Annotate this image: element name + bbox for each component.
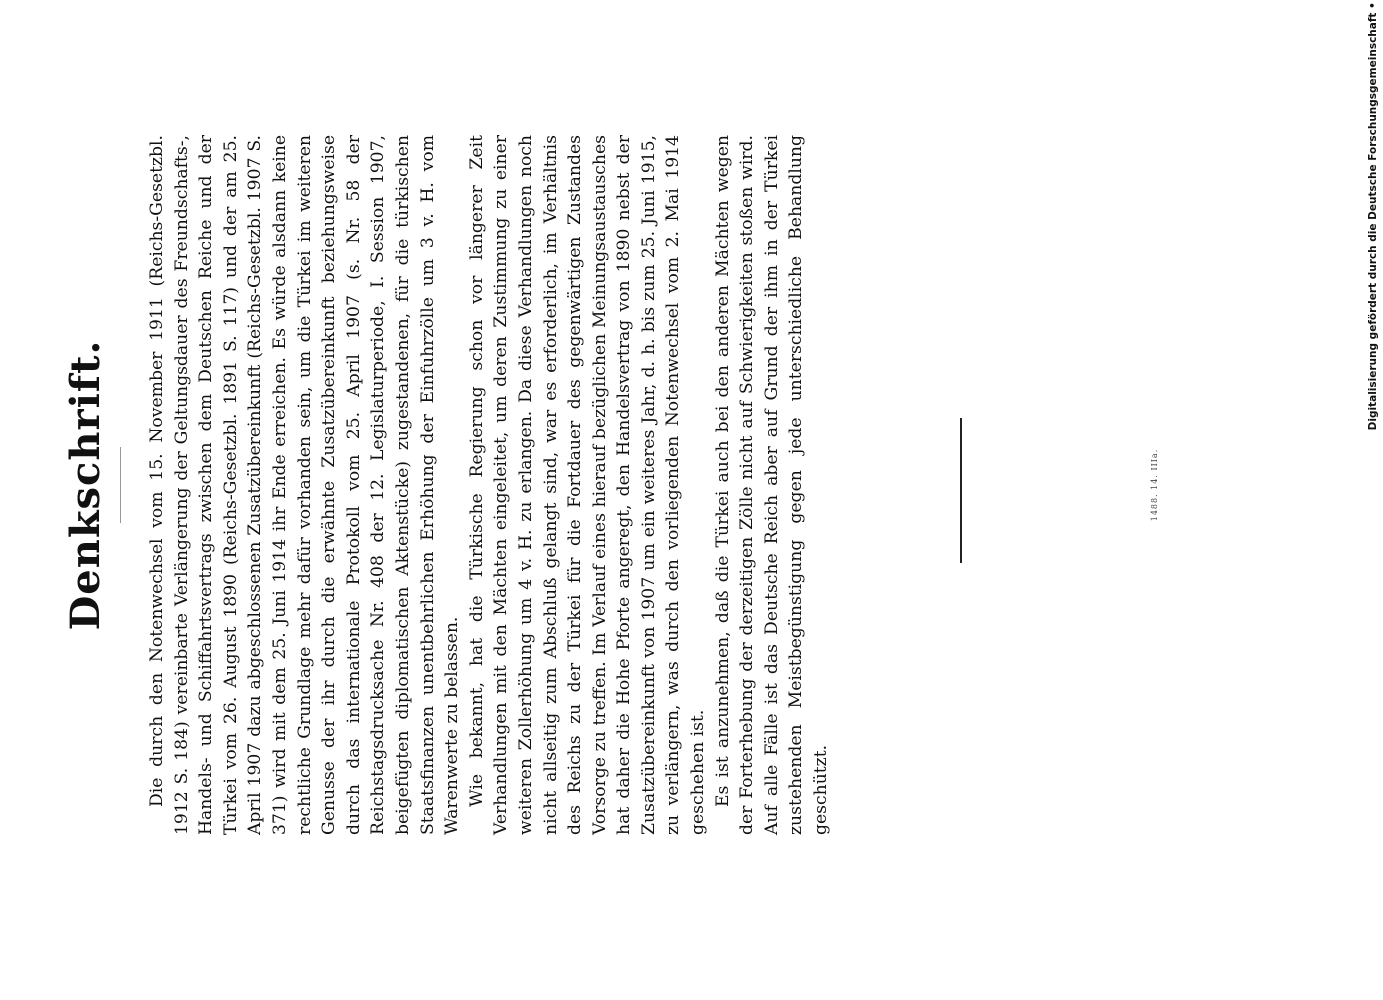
rotated-document-page bbox=[62, 135, 1159, 835]
closing-rule bbox=[960, 418, 962, 563]
document-title: Denkschrift. bbox=[62, 339, 109, 631]
credit-text: Digitalisierung gefördert durch die Deutsche Forschungsgemeinschaft • bbox=[1367, 2, 1379, 431]
document-body bbox=[145, 135, 834, 835]
footer-code: 1488. 14. IIIa. bbox=[1150, 448, 1159, 522]
title-rule bbox=[120, 447, 121, 523]
paragraph-2: Wie bekannt, hat die Türkische Regierung schon vor längerer Zeit Verhandlungen mit den Mächten eingeleitet, um deren Zustimmung zu einer weiteren Zollerhöhung um 4 v. H. zu erlangen. Da diese Verhandlungen noch nicht allseitig zum Abschluß gelangt sind, war es erforderlich, im Verhältnis des Reichs zu der Türkei für die Fortdauer des gegenwärtigen Zustandes Vorsorge zu treffen. Im Verlauf eines hierauf bezüglichen Meinungsaustausches hat daher die Hohe Pforte angeregt, den Handelsvertrag von 1890 nebst der Zusatzübereinkunft von 1907 um ein weiteres Jahr, d. h. bis zum 25. Juni 1915, zu verlängern, was durch den vorliegenden Notenwechsel vom 2. Mai 1914 geschehen ist. bbox=[466, 135, 709, 835]
digitization-credit bbox=[1367, 0, 1379, 430]
paragraph-1: Die durch den Notenwechsel vom 15. November 1911 (Reichs-Gesetzbl. 1912 S. 184) vereinbarte Verlängerung der Geltungsdauer des Freundschafts-, Handels- und Schiffahrtsvertrags zwischen dem Deutschen Reiche und der Türkei vom 26. August 1890 (Reichs-Gesetzbl. 1891 S. 117) und der am 25. April 1907 dazu abgeschlossenen Zusatzübereinkunft (Reichs-Gesetzbl. 1907 S. 371) wird mit dem 25. Juni 1914 ihr Ende erreichen. Es würde alsdann keine rechtliche Grundlage mehr dafür vorhanden sein, um die Türkei im weiteren Genusse der ihr durch die erwähnte Zusatzübereinkunft beziehungsweise durch das internationale Protokoll vom 25. April 1907 (s. Nr. 58 der Reichstagsdrucksache Nr. 408 der 12. Legislaturperiode, I. Session 1907, beigefügten diplomatischen Aktenstücke) zugestandenen, für die türkischen Staatsfinanzen unentbehrlichen Erhöhung der Einfuhrzölle um 3 v. H. vom Warenwerte zu belassen. bbox=[147, 135, 463, 835]
paragraph-3: Es ist anzunehmen, daß die Türkei auch bei den anderen Mächten wegen der Forterhebung der derzeitigen Zölle nicht auf Schwierigkeiten stoßen wird. Auf alle Fälle ist das Deutsche Reich aber auf Grund der ihm in der Türkei zustehenden Meistbegünstigung gegen jede unterschiedliche Behandlung geschützt. bbox=[712, 135, 832, 835]
